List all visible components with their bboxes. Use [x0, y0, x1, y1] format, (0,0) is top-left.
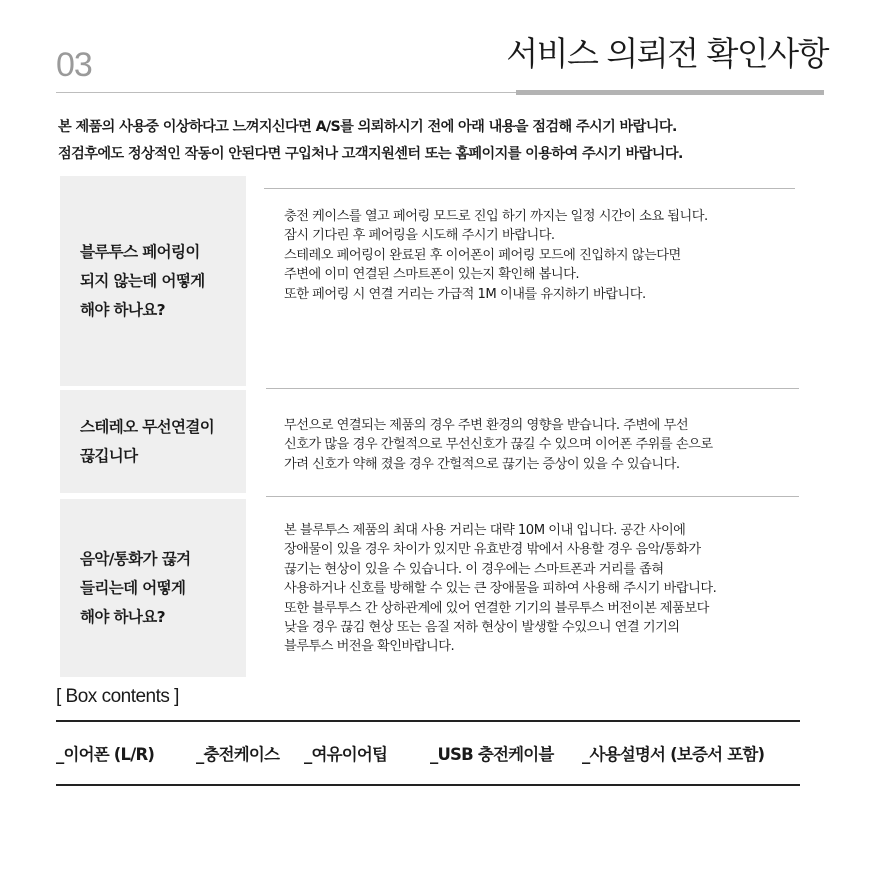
faq-answer-line: 끊기는 현상이 있을 수 있습니다. 이 경우에는 스마트폰과 거리를 좁혀: [284, 561, 664, 577]
intro-text: [58, 114, 838, 168]
box-item: _사용설명서 (보증서 포함): [582, 745, 765, 764]
faq-divider: [264, 188, 795, 189]
intro-line: 본 제품의 사용중 이상하다고 느껴지신다면 A/S를 의뢰하시기 전에 아래 내용을 점검해 주시기 바랍니다.: [58, 119, 677, 135]
faq-answer-audio-drop: [284, 521, 800, 657]
faq-divider: [266, 496, 799, 497]
box-item: _충전케이스: [196, 745, 280, 764]
faq-answer-line: 또한 페어링 시 연결 거리는 가급적 1M 이내를 유지하기 바랍니다.: [284, 286, 646, 302]
box-contents-rule-top: [56, 720, 800, 722]
faq-question-text: 음악/통화가 끊겨 들리는데 어떻게 해야 하나요?: [80, 549, 191, 626]
box-item: _USB 충전케이블: [430, 745, 554, 764]
faq-answer-line: 주변에 이미 연결된 스마트폰이 있는지 확인해 봅니다.: [284, 267, 580, 283]
faq-answer-line: 가려 신호가 약해 졌을 경우 간헐적으로 끊기는 증상이 있을 수 있습니다.: [284, 456, 680, 472]
faq-answer-line: 잠시 기다린 후 페어링을 시도해 주시기 바랍니다.: [284, 228, 555, 244]
box-contents-rule-bottom: [56, 784, 800, 786]
faq-question-audio-drop: [60, 499, 246, 677]
faq-question-text: 블루투스 페어링이 되지 않는데 어떻게 해야 하나요?: [80, 242, 205, 319]
intro-line: 점검후에도 정상적인 작동이 안된다면 구입처나 고객지원센터 또는 홈페이지를 이용하여 주시기 바랍니다.: [58, 146, 683, 162]
faq-answer-line: 무선으로 연결되는 제품의 경우 주변 환경의 영향을 받습니다. 주변에 무선: [284, 418, 689, 433]
faq-answer-disconnect: [284, 416, 800, 474]
faq-answer-line: 신호가 많을 경우 간헐적으로 무선신호가 끊길 수 있으며 이어폰 주위를 손으로: [284, 437, 713, 453]
page-number: 03: [56, 46, 92, 84]
faq-answer-line: 또한 블루투스 간 상하관계에 있어 연결한 기기의 블루투스 버전이본 제품보다: [284, 600, 709, 616]
box-item: _여유이어팁: [304, 745, 388, 764]
faq-answer-line: 낮을 경우 끊김 현상 또는 음질 저하 현상이 발생할 수있으니 연결 기기의: [284, 620, 680, 636]
faq-answer-line: 스테레오 페어링이 완료된 후 이어폰이 페어링 모드에 진입하지 않는다면: [284, 247, 681, 263]
box-item: _이어폰 (L/R): [56, 745, 155, 764]
faq-divider: [266, 388, 799, 389]
faq-answer-line: 블루투스 버전을 확인바랍니다.: [284, 639, 455, 655]
faq-question-disconnect: [60, 390, 246, 493]
page-title: 서비스 의뢰전 확인사항: [506, 34, 828, 73]
faq-answer-line: 충전 케이스를 열고 페어링 모드로 진입 하기 까지는 일정 시간이 소요 됩니다.: [284, 209, 708, 224]
faq-answer-line: 사용하거나 신호를 방해할 수 있는 큰 장애물을 피하여 사용해 주시기 바랍니다.: [284, 581, 717, 597]
faq-answer-pairing: [284, 207, 800, 304]
faq-question-text: 스테레오 무선연결이 끊깁니다: [80, 417, 215, 465]
faq-answer-line: 본 블루투스 제품의 최대 사용 거리는 대략 10M 이내 입니다. 공간 사이에: [284, 523, 686, 538]
faq-answer-line: 장애물이 있을 경우 차이가 있지만 유효반경 밖에서 사용할 경우 음악/통화가: [284, 542, 701, 558]
faq-question-pairing: [60, 176, 246, 386]
box-contents-title: [ Box contents ]: [56, 686, 179, 707]
header-accent-bar: [516, 90, 824, 95]
